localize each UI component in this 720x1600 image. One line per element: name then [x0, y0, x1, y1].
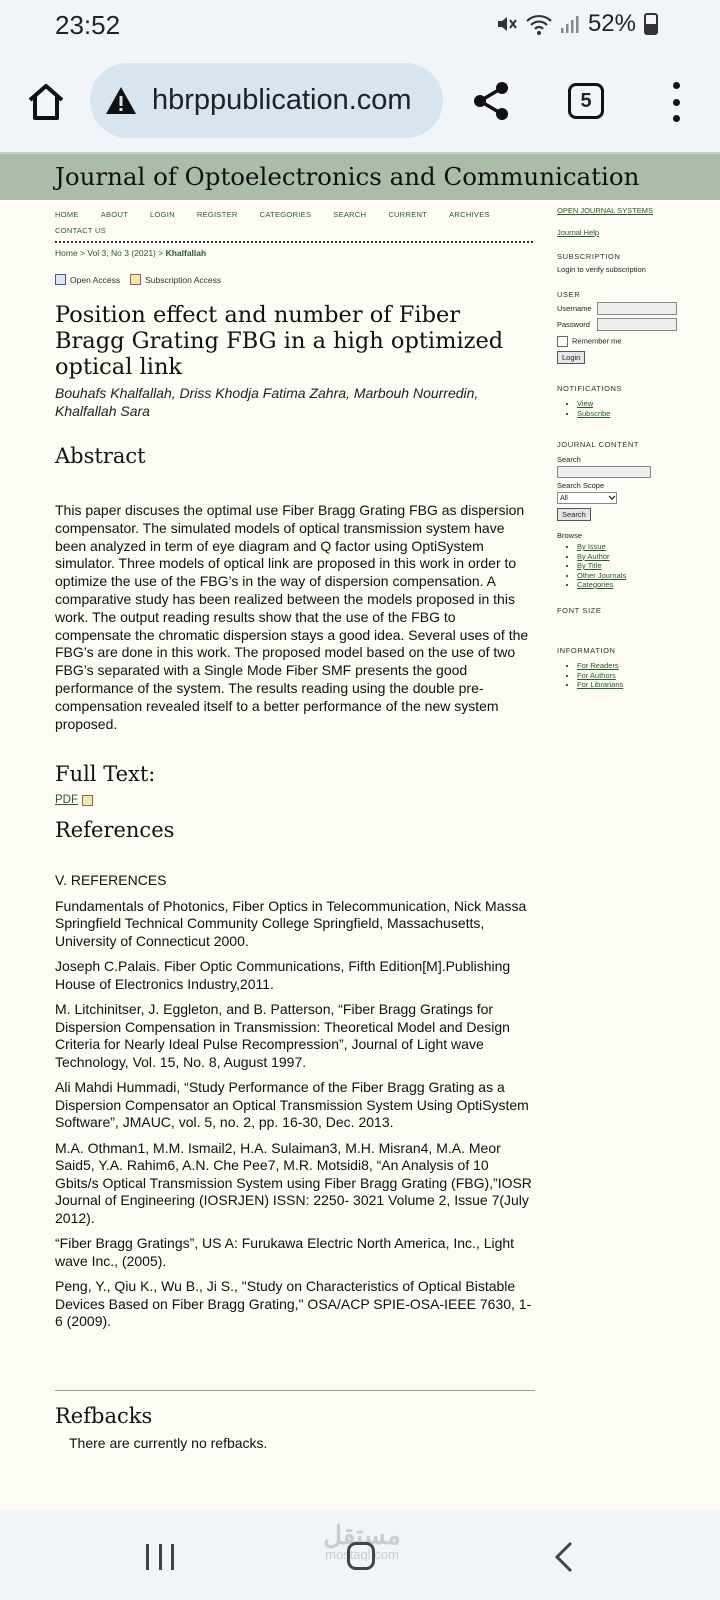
nav-contact-us[interactable]: CONTACT US [55, 226, 107, 235]
site-nav [55, 210, 533, 243]
breadcrumb [55, 248, 206, 258]
browse-by-author-link[interactable]: By Author [577, 551, 610, 561]
mute-icon [496, 13, 518, 35]
reference-item: “Fiber Bragg Gratings”, US A: Furukawa Electric North America, Inc., Light wave Inc., (2005). [55, 1235, 515, 1269]
remember-me-label: Remember me [572, 336, 622, 346]
watermark-bottom: mostaql.com [325, 1547, 399, 1562]
reference-item: Joseph C.Palais. Fiber Optic Communications, Fifth Edition[M].Publishing House of Electronics Industry,2011. [55, 958, 511, 992]
pdf-link[interactable] [55, 794, 93, 806]
username-label: Username [557, 304, 592, 313]
share-icon[interactable] [470, 80, 512, 122]
browse-label: Browse [557, 531, 583, 540]
search-scope-label: Search Scope [557, 481, 605, 490]
references-heading: References [55, 818, 175, 842]
password-label: Password [557, 320, 590, 329]
battery-icon [644, 13, 658, 35]
references-list [55, 872, 535, 1339]
breadcrumb-home[interactable]: Home [55, 248, 78, 258]
more-menu-icon[interactable] [666, 82, 686, 122]
access-legend [55, 274, 221, 285]
battery-percent: 52% [587, 10, 636, 37]
recent-apps-icon[interactable] [146, 1544, 174, 1570]
url-bar[interactable] [90, 63, 443, 138]
search-button[interactable]: Search [557, 508, 591, 521]
journal-help-link[interactable]: Journal Help [557, 228, 600, 237]
web-page [0, 152, 720, 1510]
browse-by-title-link[interactable]: By Title [577, 561, 602, 570]
abstract-text: This paper discuses the optimal use Fiber Bragg Grating FBG as dispersion compensator. The simulated models of optical transmission system have been analyzed in term of eye diagram and Q factor using OptiSystem simulator. Three models of optical link are proposed in this work in order to optimize the use of the FBG’s in the way of dispersion compensation. A comparative study has been realized between the models proposed in this work. The output reading results show that the use of the FBG to compensate the chromatic dispersion stays a good idea. Several uses of the FBG’s are done in this work. The proposed model based on the use of two FBG’s separated with a Single Mode Fiber SMF presents the good performance of the system. The results reading using the double pre-compensation revealed itself to a better performance of the new system proposed. [55, 502, 529, 732]
url-text[interactable]: hbrppublication.com [152, 84, 412, 116]
refbacks-heading: Refbacks [55, 1404, 153, 1428]
tabs-button[interactable] [568, 83, 604, 119]
journal-content-heading: JOURNAL CONTENT [557, 440, 640, 449]
reference-item: Fundamentals of Photonics, Fiber Optics in Telecommunication, Nick Massa Springfield Technical Community College Springfield, Massachusetts, University of Connecticut 2000. [55, 897, 527, 949]
open-access-label: Open Access [70, 274, 121, 285]
search-input[interactable] [557, 466, 651, 478]
breadcrumb-separator: > [77, 248, 88, 258]
watermark-top: مستقل [323, 1520, 401, 1550]
divider [55, 1390, 535, 1391]
article-title: Position effect and number of Fiber Bragg Grating FBG in a high optimized optical link [55, 302, 504, 380]
notifications-view-link[interactable]: View [577, 399, 594, 408]
username-input[interactable] [597, 302, 677, 315]
nav-categories[interactable]: CATEGORIES [259, 210, 312, 219]
browse-by-issue-link[interactable]: By Issue [577, 542, 606, 551]
login-button[interactable]: Login [557, 351, 585, 364]
subscription-heading: SUBSCRIPTION [557, 252, 621, 261]
ojs-link[interactable]: OPEN JOURNAL SYSTEMS [557, 206, 653, 215]
nav-current[interactable]: CURRENT [388, 210, 428, 219]
tab-count: 5 [580, 89, 592, 112]
wifi-icon [526, 13, 552, 35]
reference-item: V. REFERENCES [55, 872, 167, 888]
system-nav-bar [0, 1510, 720, 1600]
notifications-subscribe-link[interactable]: Subscribe [577, 408, 611, 418]
signal-icon [560, 14, 580, 34]
nav-register[interactable]: REGISTER [196, 210, 238, 219]
status-bar [0, 0, 720, 52]
browse-categories-link[interactable]: Categories [577, 580, 614, 589]
reference-item: Peng, Y., Qiu K., Wu B., Ji S., "Study on Characteristics of Optical Bistable Devices Based on Fiber Bragg Grating," OSA/ACP SPIE-OSA-IEEE 7630, 1-6 (2009). [55, 1278, 532, 1329]
remember-me-checkbox[interactable] [557, 336, 568, 347]
info-for-librarians-link[interactable]: For Librarians [577, 680, 624, 689]
subscription-text: Login to verify subscription [557, 265, 646, 274]
info-for-authors-link[interactable]: For Authors [577, 670, 616, 680]
search-scope-value: All [560, 494, 568, 502]
information-heading: INFORMATION [557, 646, 616, 655]
journal-banner [0, 152, 720, 200]
back-icon[interactable] [552, 1540, 576, 1574]
abstract-heading: Abstract [55, 444, 146, 468]
subscription-access-label: Subscription Access [145, 274, 222, 285]
search-scope-select[interactable] [557, 492, 617, 504]
font-size-heading: FONT SIZE [557, 606, 602, 615]
search-label: Search [557, 455, 581, 464]
browse-other-journals-link[interactable]: Other Journals [577, 570, 627, 580]
pdf-label[interactable]: PDF [55, 794, 78, 806]
chevron-down-icon [608, 495, 616, 501]
info-for-readers-link[interactable]: For Readers [577, 661, 619, 670]
user-heading: USER [557, 290, 581, 299]
reference-item: M. Litchinitser, J. Eggleton, and B. Patterson, “Fiber Bragg Gratings for Dispersion Compensation in Transmission: Theoretical Model and Design Criteria for Nearly Ideal Pulse Recompression”, Journal of Light wave Technology, Vol. 15, No. 8, August 1997. [55, 1001, 510, 1070]
nav-login[interactable]: LOGIN [150, 210, 175, 219]
nav-search[interactable]: SEARCH [333, 210, 367, 219]
subscription-access-icon [130, 274, 141, 285]
journal-title: Journal of Optoelectronics and Communication [55, 162, 640, 191]
nav-row-2 [55, 226, 533, 235]
nav-home[interactable]: HOME [55, 210, 79, 219]
breadcrumb-separator: > [155, 248, 166, 258]
full-text-heading: Full Text: [55, 762, 156, 786]
nav-archives[interactable]: ARCHIVES [449, 210, 490, 219]
reference-item: Ali Mahdi Hummadi, “Study Performance of the Fiber Bragg Grating as a Dispersion Compensator an Optical Transmission System Using OptiSystem Software”, JMAUC, vol. 5, no. 2, pp. 16-30, Dec. 2013. [55, 1079, 529, 1130]
home-icon[interactable] [22, 78, 70, 126]
nav-row-1 [55, 210, 533, 219]
status-icons [496, 10, 658, 38]
status-time: 23:52 [55, 10, 121, 40]
nav-about[interactable]: ABOUT [100, 210, 129, 219]
warning-icon[interactable] [104, 84, 138, 118]
notifications-heading: NOTIFICATIONS [557, 384, 623, 393]
pdf-access-icon [82, 795, 93, 806]
refbacks-note: There are currently no refbacks. [69, 1435, 268, 1451]
article-authors: Bouhafs Khalfallah, Driss Khodja Fatima Zahra, Marbouh Nourredin, Khalfallah Sara [55, 385, 479, 419]
home-nav-icon[interactable] [347, 1542, 375, 1570]
reference-item: M.A. Othman1, M.M. Ismail2, H.A. Sulaiman3, M.H. Misran4, M.A. Meor Said5, Y.A. Rahim6, A.N. Che Pee7, M.R. Motsidi8, “An Analysis of 10 Gbits/s Optical Transmission System using Fiber Bragg Grating (FBG),”IOSR Journal of Engineering (IOSRJEN) ISSN: 2250- 3021 Volume 2, Issue 7(July 2012). [55, 1139, 532, 1226]
browser-toolbar [0, 52, 720, 152]
breadcrumb-issue[interactable]: Vol 3, No 3 (2021) [87, 248, 156, 258]
open-access-icon [55, 274, 66, 285]
password-input[interactable] [597, 318, 677, 331]
breadcrumb-current[interactable]: Khalfallah [165, 248, 207, 258]
